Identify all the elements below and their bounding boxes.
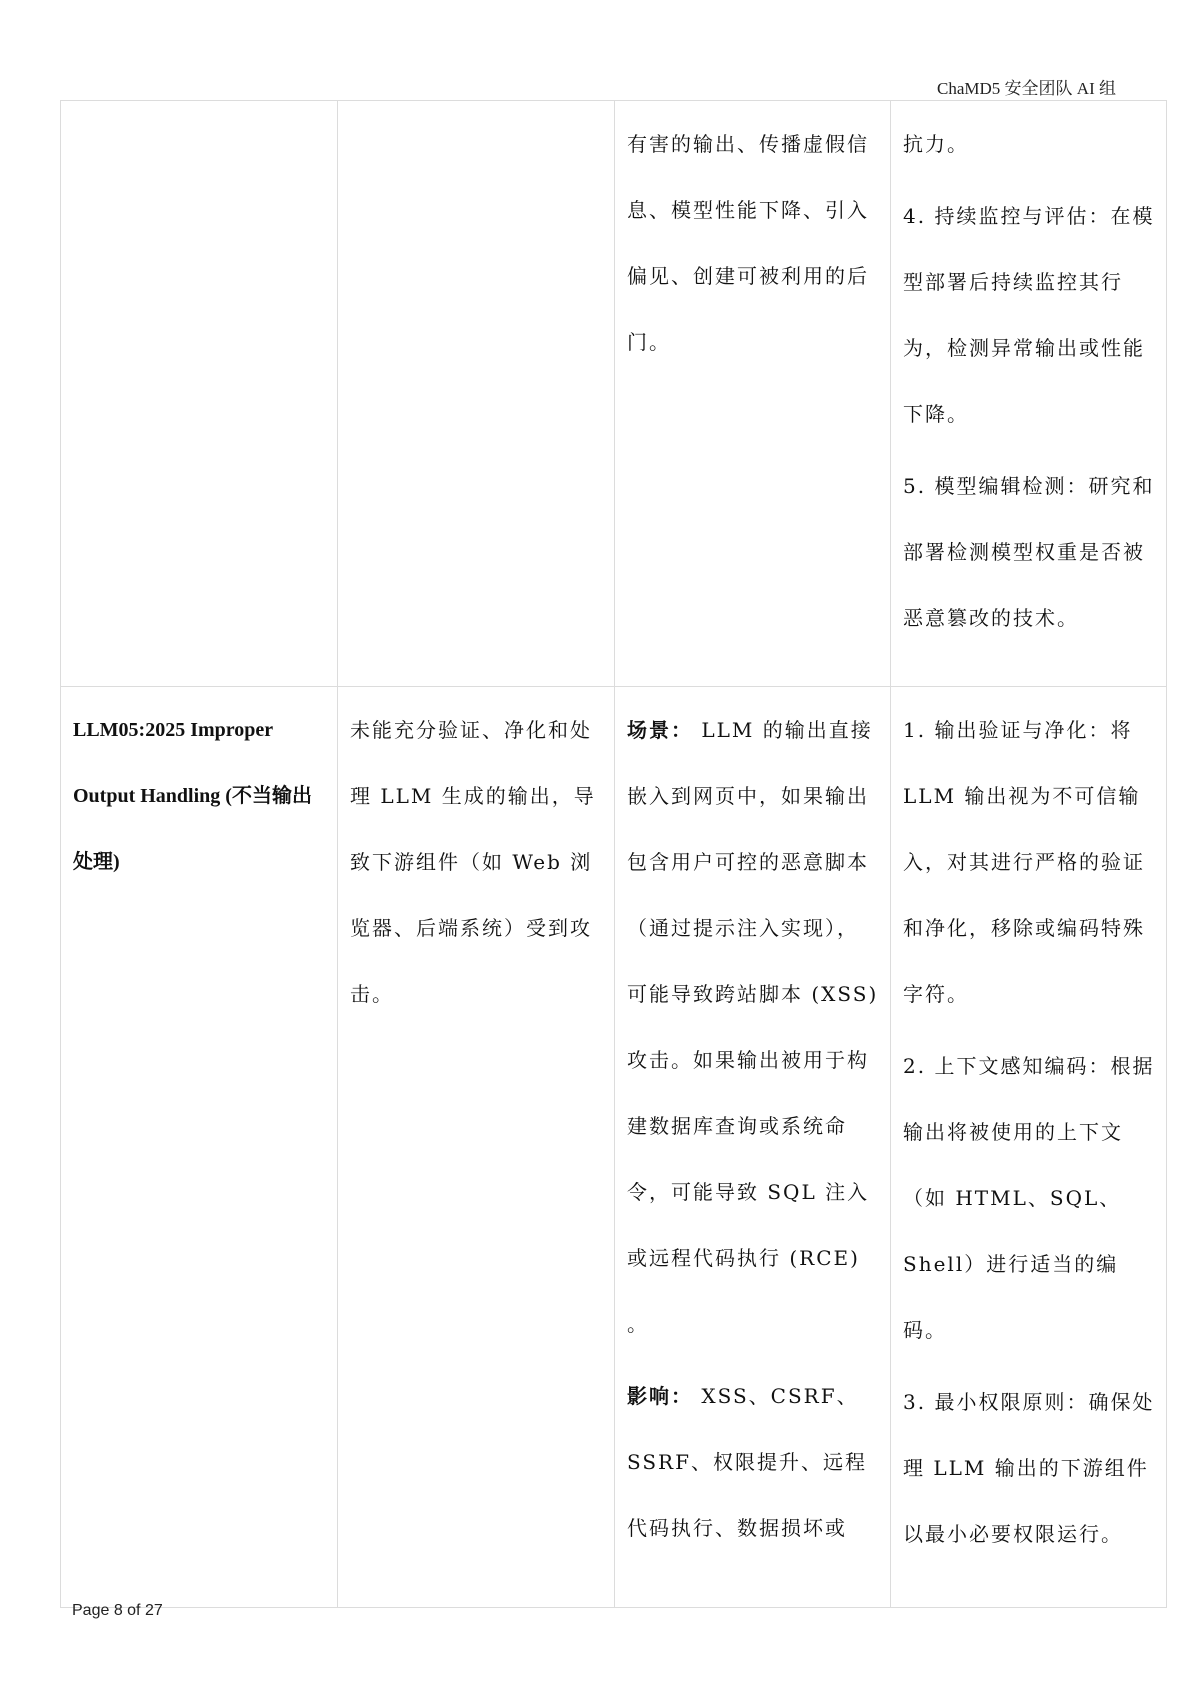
scenario-label: 场景：	[627, 718, 693, 742]
table-cell-risk-name	[61, 101, 338, 687]
mitigation-line: 3. 最小权限原则：确保处理 LLM 输出的下游组件以最小必要权限运行。	[903, 1390, 1155, 1546]
table-cell-risk-name: LLM05:2025 Improper Output Handling (不当输出处理)	[61, 687, 338, 1608]
impact-label: 影响：	[627, 1384, 693, 1408]
mitigation-line: 2. 上下文感知编码：根据输出将被使用的上下文（如 HTML、SQL、Shell）进行适当的编码。	[903, 1054, 1155, 1342]
impact-text: XSS、CSRF、SSRF、权限提升、远程代码执行、数据损坏或	[627, 1384, 867, 1540]
mitigation-line: 1. 输出验证与净化：将 LLM 输出视为不可信输入，对其进行严格的验证和净化，移除或编码特殊字符。	[903, 718, 1145, 1006]
table-row	[61, 101, 1167, 687]
table-cell-mitigation	[891, 101, 1167, 687]
table-cell-description	[338, 101, 615, 687]
table-cell-scenario	[615, 687, 891, 1608]
impact-paragraph	[627, 1363, 880, 1561]
scenario-text: LLM 的输出直接嵌入到网页中，如果输出包含用户可控的恶意脚本（通过提示注入实现），可能导致跨站脚本 (XSS) 攻击。如果输出被用于构建数据库查询或系统命令，可能导致 SQL 注入或远程代码执行 (RCE) 。	[627, 718, 879, 1336]
mitigation-line: 5. 模型编辑检测：研究和部署检测模型权重是否被恶意篡改的技术。	[903, 474, 1155, 630]
page-header-org: ChaMD5 安全团队 AI 组	[937, 79, 1116, 98]
table-row	[61, 687, 1167, 1608]
mitigation-line: 抗力。	[903, 132, 969, 156]
scenario-paragraph	[627, 697, 880, 1357]
risk-table	[60, 100, 1167, 1608]
table-cell-description: 未能充分验证、净化和处理 LLM 生成的输出，导致下游组件（如 Web 浏览器、后端系统）受到攻击。	[338, 687, 615, 1608]
page-number: Page 8 of 27	[72, 1602, 163, 1619]
mitigation-line: 4. 持续监控与评估：在模型部署后持续监控其行为，检测异常输出或性能下降。	[903, 204, 1155, 426]
table-cell-mitigation	[891, 687, 1167, 1608]
table-cell-scenario: 有害的输出、传播虚假信息、模型性能下降、引入偏见、创建可被利用的后门。	[615, 101, 891, 687]
